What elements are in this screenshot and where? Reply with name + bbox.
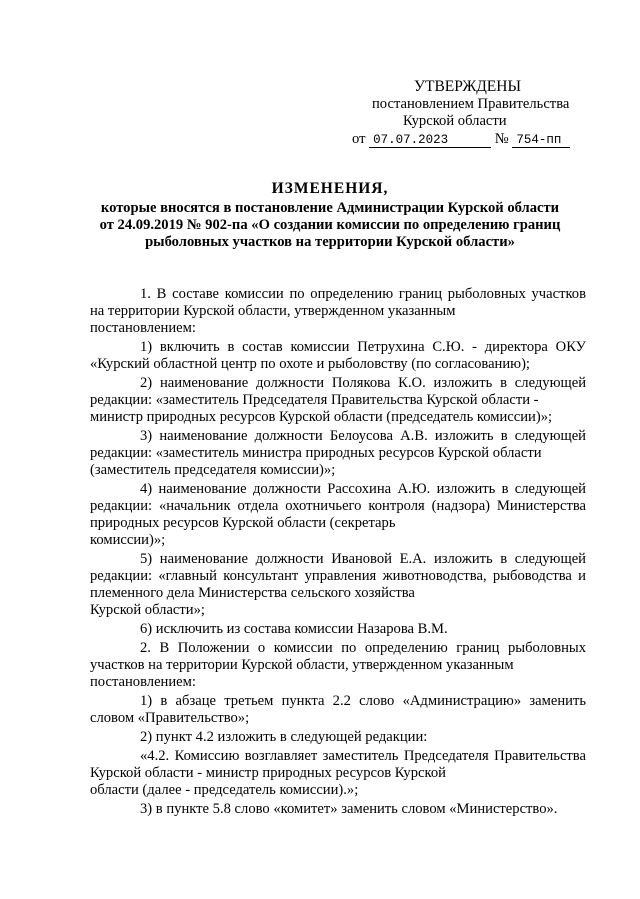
number-label: № <box>494 131 509 147</box>
paragraph-lead: 1) в абзаце третьем пункта 2.2 слово «Администрацию» заменить <box>140 693 586 709</box>
paragraph-lead: 2) наименование должности Полякова К.О. изложить в следующей редакции: «заместитель Председателя Правительства Курской области - <box>90 375 586 408</box>
approval-stamp <box>352 78 602 148</box>
paragraph-tail: министр природных ресурсов Курской области (председатель комиссии)»; <box>90 409 553 425</box>
paragraph-tail: постановлением: <box>90 320 196 336</box>
title-line: рыболовных участков на территории Курской области» <box>145 234 515 250</box>
paragraph <box>90 748 586 799</box>
decree-date: 07.07.2023 <box>369 133 491 148</box>
paragraph <box>90 640 586 691</box>
paragraph <box>90 729 586 746</box>
paragraph-tail: Курской области»; <box>90 602 205 618</box>
paragraph-tail: постановлением: <box>90 674 196 690</box>
from-label: от <box>352 131 366 147</box>
paragraph <box>90 428 586 479</box>
paragraph-lead: 1. В составе комиссии по определению границ рыболовных участков на территории Курской области, утвержденном указанным <box>90 286 586 319</box>
paragraph <box>90 339 586 373</box>
paragraph <box>90 375 586 426</box>
title-heading: ИЗМЕНЕНИЯ, <box>271 180 389 197</box>
paragraph-lead: «4.2. Комиссию возглавляет заместитель Председателя Правительства Курской области - министр природных ресурсов Курской <box>90 748 586 781</box>
paragraph-lead: 5) наименование должности Ивановой Е.А. изложить в следующей редакции: «главный консультант управления животноводства, рыбоводства и племенного дела Министерства сельского хозяйства <box>90 551 586 601</box>
paragraph-tail: (заместитель председателя комиссии)»; <box>90 462 336 478</box>
paragraph <box>90 801 586 818</box>
document-body <box>90 286 586 818</box>
paragraph <box>90 481 586 549</box>
paragraph-lead: 2. В Положении о комиссии по определению границ рыболовных участков на территории Курской области, утвержденном указанным <box>90 640 586 673</box>
title-line: которые вносятся в постановление Администрации Курской области <box>100 200 560 216</box>
paragraph-lead: 3) наименование должности Белоусова А.В. изложить в следующей редакции: «заместитель министра природных ресурсов Курской области <box>90 428 586 461</box>
paragraph-text: 3) в пункте 5.8 слово «комитет» заменить словом «Министерство». <box>140 801 558 817</box>
paragraph <box>90 693 586 727</box>
paragraph-text: 6) исключить из состава комиссии Назарова В.М. <box>140 621 448 637</box>
paragraph-tail: области (далее - председатель комиссии).»; <box>90 782 359 798</box>
approved-title: УТВЕРЖДЕНЫ <box>414 78 521 95</box>
paragraph <box>90 286 586 337</box>
approved-date-number <box>352 131 602 148</box>
paragraph-lead: 1) включить в состав комиссии Петрухина С.Ю. - директора ОКУ <box>140 339 586 355</box>
approved-line-decree: постановлением Правительства <box>372 96 570 112</box>
document-title <box>60 180 600 251</box>
paragraph-text: 2) пункт 4.2 изложить в следующей редакции: <box>140 729 428 745</box>
paragraph-tail: словом «Правительство»; <box>90 710 250 726</box>
paragraph-tail: «Курский областной центр по охоте и рыболовству (по согласованию); <box>90 356 530 372</box>
paragraph-lead: 4) наименование должности Рассохина А.Ю. изложить в следующей редакции: «начальник отдела охотничьего контроля (надзора) Министерства природных ресурсов Курской области (секретарь <box>90 481 586 531</box>
paragraph <box>90 621 586 638</box>
approved-line-region: Курской области <box>403 113 507 129</box>
paragraph <box>90 551 586 619</box>
title-line: от 24.09.2019 № 902-па «О создании комиссии по определению границ <box>99 217 561 233</box>
decree-number: 754-пп <box>512 133 570 148</box>
paragraph-tail: комиссии)»; <box>90 532 166 548</box>
